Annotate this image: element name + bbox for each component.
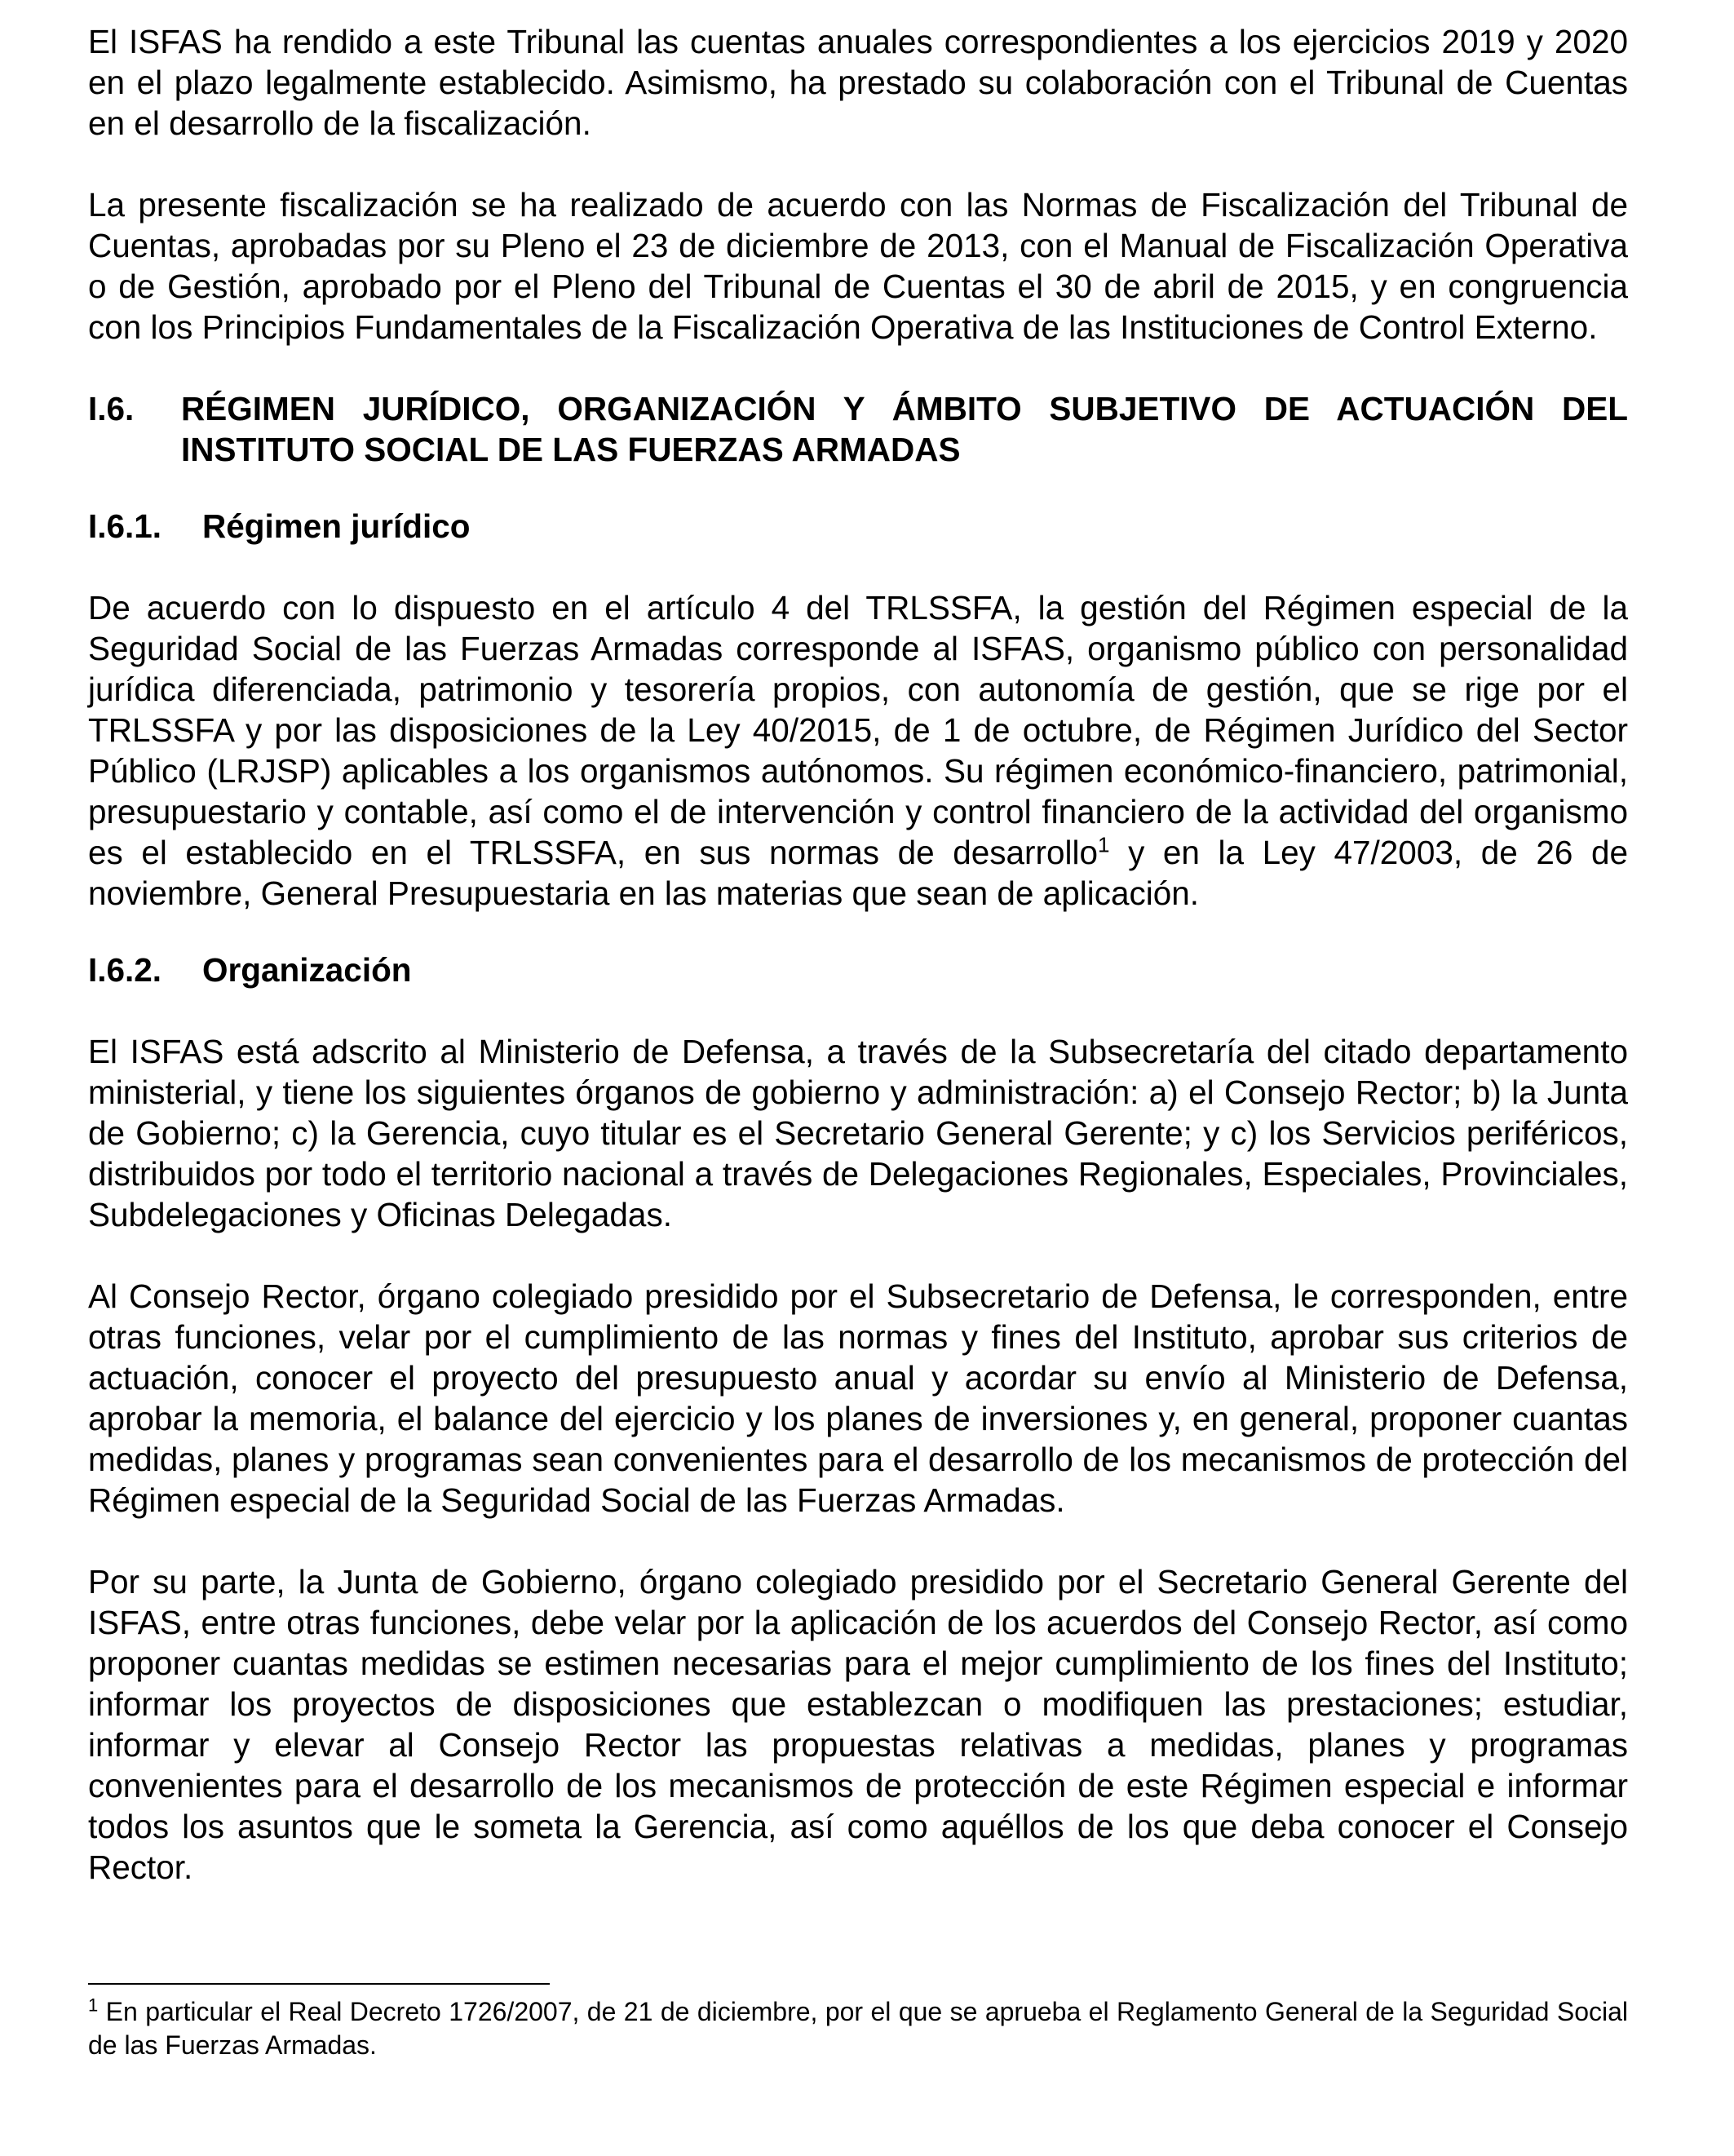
subsection-heading-regimen xyxy=(88,506,1628,547)
document-body xyxy=(88,21,1628,1888)
regimen-text-part-1: De acuerdo con lo dispuesto en el artículo 4 del TRLSSFA, la gestión del Régimen especial de la Seguridad Social de las Fuerzas Armadas corresponde al ISFAS, organismo público con personalidad jurídica diferenciada, patrimonio y tesorería propios, con autonomía de gestión, que se rige por el TRLSSFA y por las disposiciones de la Ley 40/2015, de 1 de octubre, de Régimen Jurídico del Sector Público (LRJSP) aplicables a los organismos autónomos. Su régimen económico-financiero, patrimonial, presupuestario y contable, así como el de intervención y control financiero de la actividad del organismo es el establecido en el TRLSSFA, en sus normas de desarrollo xyxy=(88,589,1628,871)
footnote-marker: 1 xyxy=(88,1994,99,2016)
footnote-separator xyxy=(88,1983,550,1985)
regimen-text-part-2: y en la Ley 47/2003, de 26 de noviembre, General Presupuestaria en las materias que sean de aplicación. xyxy=(88,834,1628,912)
section-title: RÉGIMEN JURÍDICO, ORGANIZACIÓN Y ÁMBITO SUBJETIVO DE ACTUACIÓN DEL INSTITUTO SOCIAL DE LAS FUERZAS ARMADAS xyxy=(181,390,1628,468)
organizacion-paragraph-3: Por su parte, la Junta de Gobierno, órgano colegiado presidido por el Secretario General Gerente del ISFAS, entre otras funciones, debe velar por la aplicación de los acuerdos del Consejo Rector, así como proponer cuantas medidas se estimen necesarias para el mejor cumplimiento de los fines del Instituto; informar los proyectos de disposiciones que establezcan o modifiquen las prestaciones; estudiar, informar y elevar al Consejo Rector las propuestas relativas a medidas, planes y programas convenientes para el desarrollo de los mecanismos de protección de este Régimen especial e informar todos los asuntos que le someta la Gerencia, así como aquéllos de los que deba conocer el Consejo Rector. xyxy=(88,1563,1628,1886)
subsection-title: Régimen jurídico xyxy=(202,507,471,545)
intro-paragraph-2: La presente fiscalización se ha realizado de acuerdo con las Normas de Fiscalización del Tribunal de Cuentas, aprobadas por su Pleno el 23 de diciembre de 2013, con el Manual de Fiscalización Operativa o de Gestión, aprobado por el Pleno del Tribunal de Cuentas el 30 de abril de 2015, y en congruencia con los Principios Fundamentales de la Fiscalización Operativa de las Instituciones de Control Externo. xyxy=(88,186,1628,346)
subsection-heading-organizacion xyxy=(88,950,1628,990)
footnote-reference[interactable]: 1 xyxy=(1098,832,1110,857)
organizacion-paragraph-1: El ISFAS está adscrito al Ministerio de Defensa, a través de la Subsecretaría del citado departamento ministerial, y tiene los siguientes órganos de gobierno y administración: a) el Consejo Rector; b) la Junta de Gobierno; c) la Gerencia, cuyo titular es el Secretario General Gerente; y c) los Servicios periféricos, distribuidos por todo el territorio nacional a través de Delegaciones Regionales, Especiales, Provinciales, Subdelegaciones y Oficinas Delegadas. xyxy=(88,1033,1628,1233)
footnote-text: En particular el Real Decreto 1726/2007, de 21 de diciembre, por el que se aprueba el Reglamento General de la Seguridad Social de las Fuerzas Armadas. xyxy=(88,1997,1628,2060)
section-number: I.6. xyxy=(88,390,135,427)
footnote xyxy=(88,1995,1628,2062)
regimen-paragraph xyxy=(88,587,1628,914)
organizacion-paragraph-2: Al Consejo Rector, órgano colegiado presidido por el Subsecretario de Defensa, le corresponden, entre otras funciones, velar por el cumplimiento de las normas y fines del Instituto, aprobar sus criterios de actuación, conocer el proyecto del presupuesto anual y acordar su envío al Ministerio de Defensa, aprobar la memoria, el balance del ejercicio y los planes de inversiones y, en general, proponer cuantas medidas, planes y programas sean convenientes para el desarrollo de los mecanismos de protección del Régimen especial de la Seguridad Social de las Fuerzas Armadas. xyxy=(88,1277,1628,1519)
intro-paragraph-1: El ISFAS ha rendido a este Tribunal las cuentas anuales correspondientes a los ejercicios 2019 y 2020 en el plazo legalmente establecido. Asimismo, ha prestado su colaboración con el Tribunal de Cuentas en el desarrollo de la fiscalización. xyxy=(88,23,1628,142)
subsection-title: Organización xyxy=(202,951,412,989)
subsection-number: I.6.2. xyxy=(88,951,162,989)
subsection-number: I.6.1. xyxy=(88,507,162,545)
section-heading xyxy=(88,388,1628,470)
